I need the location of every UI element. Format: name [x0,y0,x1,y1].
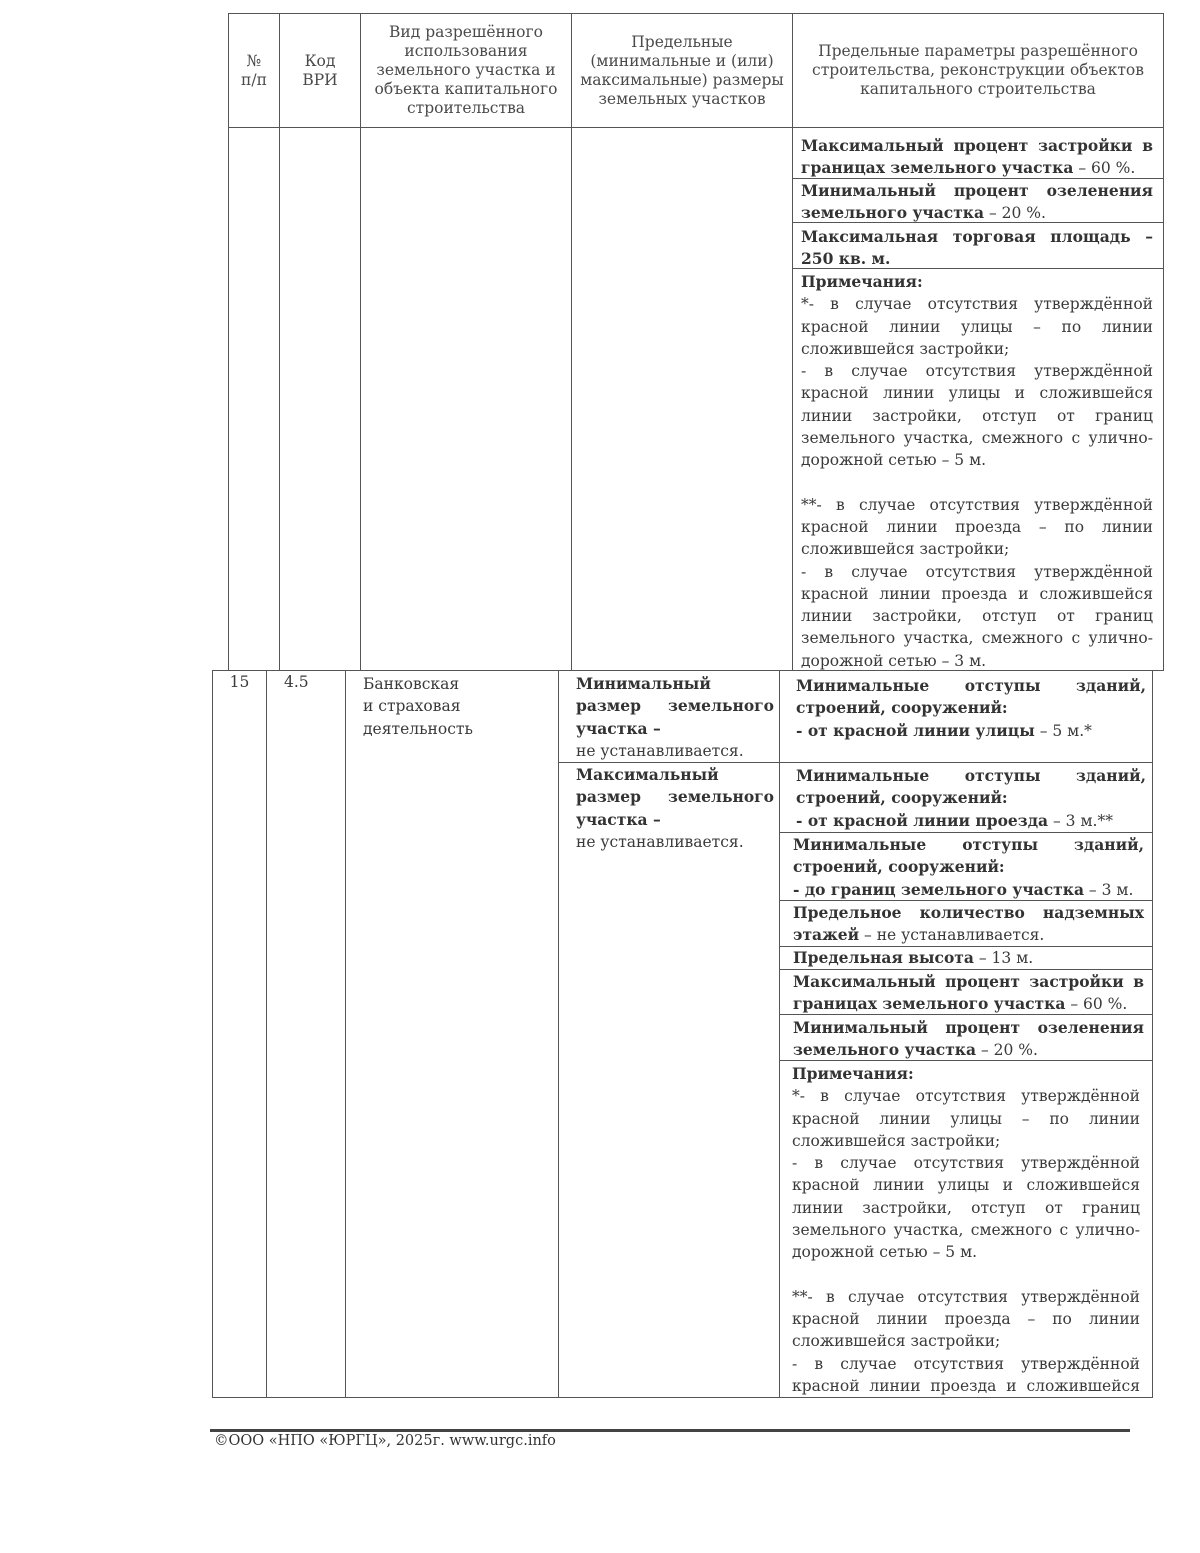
header-number: № п/п [241,51,267,89]
param-floors: Предельное количество надземных этажей – не устанавливается. [793,903,1144,945]
param-setback-street: Минимальные отступы зданий, строений, сооружений: - от красной линии улицы – 5 м.* [796,676,1146,740]
param-max-building-percent: Максимальный процент застройки в границах земельного участка – 60 %. [793,972,1144,1014]
header-plot-size: Предельные (минимальные и (или) максимальные) размеры земельных участков [580,32,784,108]
notes-title: Примечания: [792,1064,914,1083]
table-right-border [1152,670,1153,1398]
col-divider [345,670,346,1398]
note-text: *- в случае отсутствия утверждённой красной линии улицы – по линии сложившейся застройки; [792,1087,1140,1150]
note-text: **- в случае отсутствия утверждённой красной линии проезда – по линии сложившейся застройки; [792,1287,1140,1351]
param-min-green-percent: Минимальный процент озеленения земельного участка – 20 %. [793,1018,1144,1060]
table-left-border [212,670,213,1398]
param-min-green-percent: Минимальный процент озеленения земельного участка – 20 %. [801,181,1153,223]
note-text: **- в случае отсутствия утверждённой красной линии проезда – по линии сложившейся застройки; [801,495,1153,559]
header-code: Код ВРИ [302,51,338,89]
header-construction-params: Предельные параметры разрешённого строительства, реконструкции объектов капитального строительства [812,42,1144,98]
param-max-building-percent: Максимальный процент застройки в границах земельного участка – 60 %. [801,136,1153,178]
col-divider [266,670,267,1398]
footer-rule [210,1429,1130,1432]
param-setback-driveway: Минимальные отступы зданий, строений, сооружений: - от красной линии проезда – 3 м.** [796,766,1146,830]
note-text: - в случае отсутствия утверждённой красной линии проезда и сложившейся линии застройки, отступ от границ земельного участка, смежного с улично-дорожной сетью – 3 м. [801,562,1153,670]
param-max-height: Предельная высота – 13 м. [793,948,1034,967]
row-code: 4.5 [284,673,309,691]
note-text: - в случае отсутствия утверждённой красной линии улицы и сложившейся линии застройки, отступ от границ земельного участка, смежного с улично-дорожной сетью – 5 м. [801,362,1153,470]
min-plot-size: Минимальный размер земельного участка – не устанавливается. [576,674,774,760]
row-number: 15 [229,673,250,691]
notes-block [801,271,1153,672]
row-use-type: Банковская и страховая деятельность [363,675,473,738]
param-max-trade-area: Максимальная торговая площадь – 250 кв. м. [801,227,1153,269]
col-divider [558,670,559,1398]
param-setback-boundary: Минимальные отступы зданий, строений, сооружений: - до границ земельного участка – 3 м. [793,835,1144,899]
note-text: - в случае отсутствия утверждённой красной линии проезда и сложившейся [792,1354,1140,1395]
header-use-type: Вид разрешённого использования земельного участка и объекта капитального строительства [374,23,558,117]
note-text: *- в случае отсутствия утверждённой красной линии улицы – по линии сложившейся застройки; [801,295,1153,358]
col-divider [779,670,780,1398]
note-text: - в случае отсутствия утверждённой красной линии улицы и сложившейся линии застройки, отступ от границ земельного участка, смежного с улично-дорожной сетью – 5 м. [792,1154,1140,1262]
table-right-border [1163,13,1164,671]
table-bottom-border [212,1397,1152,1398]
footer-copyright: ©ООО «НПО «ЮРГЦ», 2025г. www.urgc.info [214,1433,556,1449]
max-plot-size: Максимальный размер земельного участка – не устанавливается. [576,765,774,851]
notes-title: Примечания: [801,272,923,291]
header-bottom-border [228,127,1164,128]
notes-block [792,1063,1140,1397]
